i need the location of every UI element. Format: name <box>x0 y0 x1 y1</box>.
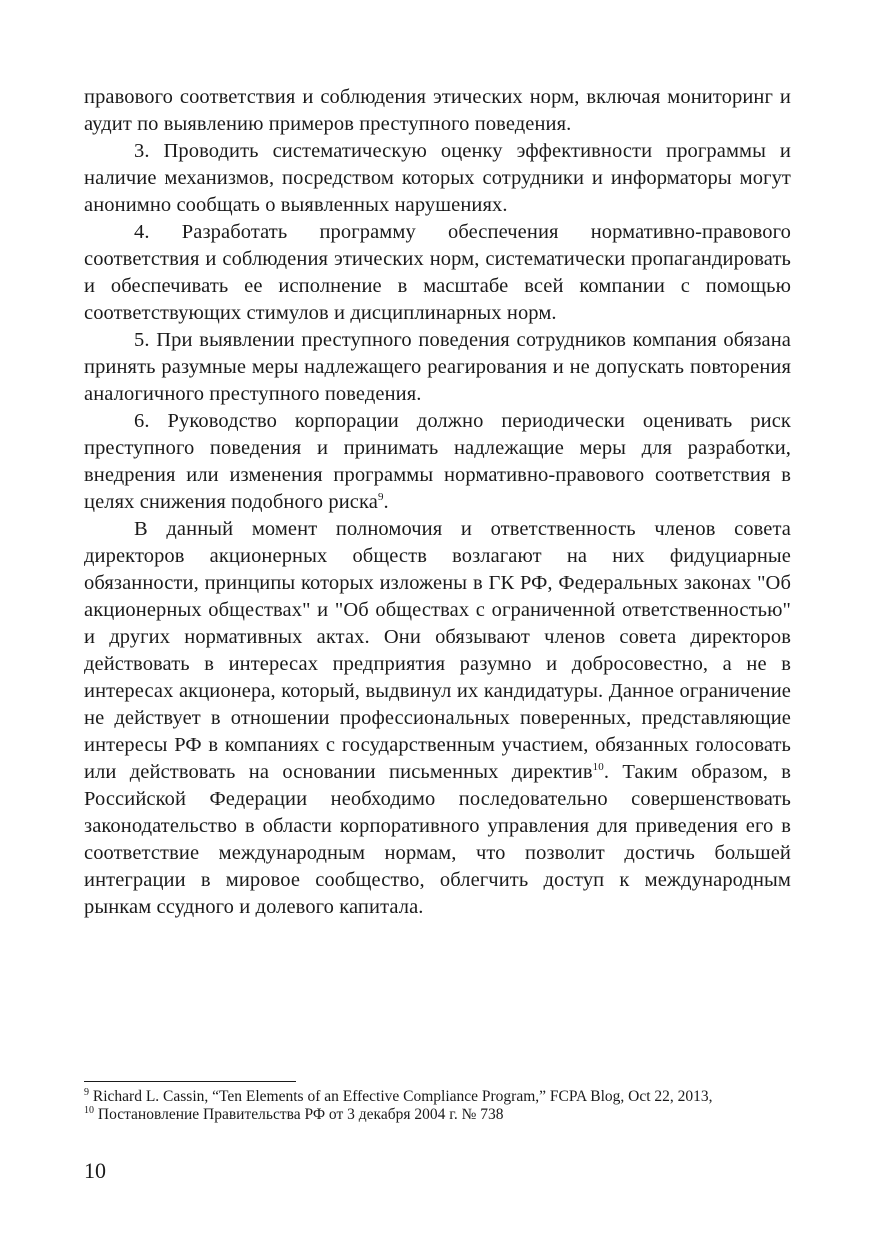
paragraph-board-duties-end: . Таким образом, в Российской Федерации необходимо последовательно совершенствовать законодательство в области корпоративного управления для приведения его в соответствие международным нормам, что позволит достичь большей интеграции в мировое сообщество, облегчить доступ к международным рынкам ссудного и долевого капитала. <box>84 761 791 918</box>
footnote-text: Постановление Правительства РФ от 3 декабря 2004 г. № 738 <box>94 1106 504 1123</box>
paragraph-item-3: 3. Проводить систематическую оценку эффективности программы и наличие механизмов, посредством которых сотрудники и информаторы могут анонимно сообщать о выявленных нарушениях. <box>84 140 791 216</box>
page-number: 10 <box>84 1158 106 1183</box>
paragraph-item-4: 4. Разработать программу обеспечения нормативно-правового соответствия и соблюдения этических норм, систематически пропагандировать и обеспечивать ее исполнение в масштабе всей компании с помощью соответствующих стимулов и дисциплинарных норм. <box>84 221 791 324</box>
footnotes <box>84 1088 791 1124</box>
paragraph-item-6-end: . <box>383 491 389 513</box>
footnote-9 <box>84 1088 791 1106</box>
footnote-ref-9[interactable]: 9 <box>377 491 384 504</box>
footnote-number: 9 <box>84 1086 89 1098</box>
paragraph-board-duties-text: В данный момент полномочия и ответственность членов совета директоров акционерных обществ возлагают на них фидуциарные обязанности, принципы которых изложены в ГК РФ, Федеральных законах "Об акционерных обществах" и "Об обществах с ограниченной ответственностью" и других нормативных актах. Они обязывают членов совета директоров действовать в интересах предприятия разумно и добросовестно, а не в интересах акционера, который, выдвинул их кандидатуры. Данное ограничение не действует в отношении профессиональных поверенных, представляющие интересы РФ в компаниях с государственным участием, обязанных голосовать или действовать на основании письменных директив <box>84 518 791 783</box>
main-text <box>84 84 791 921</box>
page-body <box>84 84 791 921</box>
footnote-text: Richard L. Cassin, “Ten Elements of an Effective Compliance Program,” FCPA Blog, Oct 22, 2013, <box>89 1088 713 1105</box>
footnote-number: 10 <box>84 1104 94 1116</box>
paragraph-item-5: 5. При выявлении преступного поведения сотрудников компания обязана принять разумные меры надлежащего реагирования и не допускать повторения аналогичного преступного поведения. <box>84 329 791 405</box>
footnote-divider <box>84 1081 296 1082</box>
paragraph-item-6 <box>84 408 791 516</box>
footnote-10 <box>84 1106 791 1124</box>
paragraph-continuation: правового соответствия и соблюдения этических норм, включая мониторинг и аудит по выявлению примеров преступного поведения. <box>84 86 791 135</box>
footnote-ref-10[interactable]: 10 <box>592 761 604 774</box>
paragraph-item-6-text: 6. Руководство корпорации должно периодически оценивать риск преступного поведения и принимать надлежащие меры для разработки, внедрения или изменения программы нормативно-правового соответствия в целях снижения подобного риска <box>84 410 791 513</box>
paragraph-board-duties <box>84 516 791 921</box>
